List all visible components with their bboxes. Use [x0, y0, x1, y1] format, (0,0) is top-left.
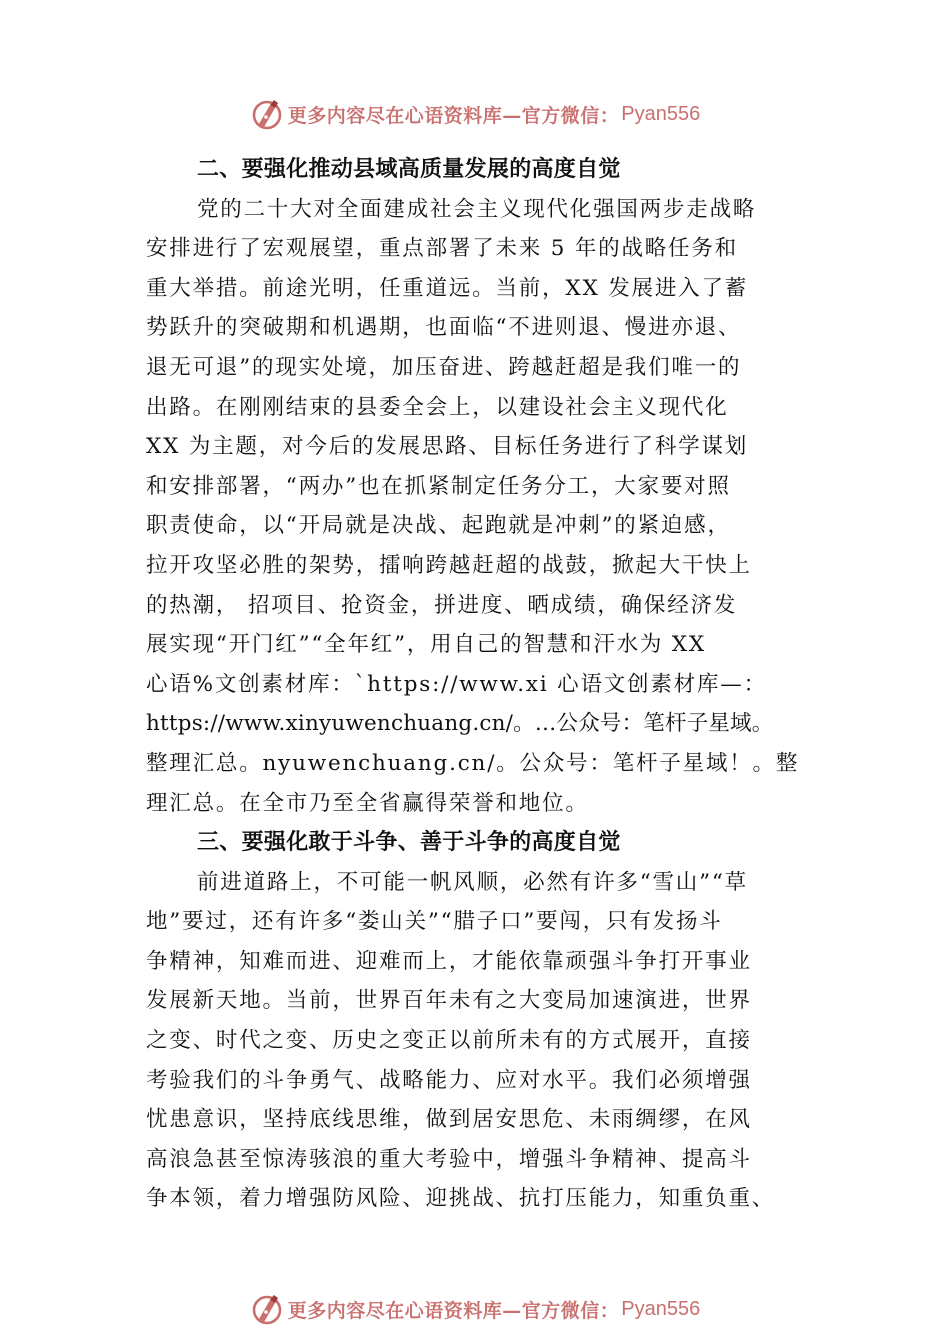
text-line: 考验我们的斗争勇气、战略能力、应对水平。我们必须增强: [146, 1067, 752, 1093]
text-line: 退无可退”的现实处境，加压奋进、跨越赶超是我们唯一的: [146, 354, 742, 380]
section-3-heading: 三、要强化敢于斗争、善于斗争的高度自觉: [197, 830, 621, 856]
document-body: [146, 150, 826, 1219]
text-line: 心语%文创素材库：`https://www.xi 心语文创素材库—：: [146, 671, 767, 697]
text-line: XX 为主题，对今后的发展思路、目标任务进行了科学谋划: [146, 434, 749, 460]
text-line: 忧患意识，坚持底线思维，做到居安思危、未雨绸缪，在风: [146, 1107, 752, 1133]
footer-banner: [0, 1289, 950, 1329]
header-banner: [0, 94, 950, 134]
text-line: 重大举措。前途光明，任重道远。当前，XX 发展进入了蓄: [146, 275, 749, 301]
text-line: 职责使命，以“开局就是决战、起跑就是冲刺”的紧迫感，: [146, 513, 731, 539]
text-line: 高浪急甚至惊涛骇浪的重大考验中，增强斗争精神、提高斗: [146, 1146, 752, 1172]
text-line: https://www.xinyuwenchuang.cn/。…公众号：笔杆子星域。: [146, 711, 774, 737]
text-line: 展实现“开门红”“全年红”，用自己的智慧和汗水为 XX: [146, 632, 707, 658]
section-3-paragraph: [146, 863, 826, 1219]
text-line: 理汇总。在全市乃至全省赢得荣誉和地位。: [146, 790, 589, 816]
text-line: 的热潮， 招项目、抢资金，拼进度、晒成绩，确保经济发: [146, 592, 738, 618]
text-line: 争精神，知难而进、迎难而上，才能依靠顽强斗争打开事业: [146, 948, 752, 974]
footer-wechat-id: Pyan556: [621, 1297, 701, 1320]
text-line: 拉开攻坚必胜的架势，擂响跨越赶超的战鼓，掀起大干快上: [146, 552, 752, 578]
text-line: 前进道路上，不可能一帆风顺，必然有许多“雪山”“草: [197, 869, 748, 895]
pen-nib-logo-icon: [250, 1292, 284, 1326]
text-line: 发展新天地。当前，世界百年未有之大变局加速演进，世界: [146, 988, 752, 1014]
pen-nib-logo-icon: [250, 97, 284, 131]
text-line: 出路。在刚刚结束的县委全会上，以建设社会主义现代化: [146, 394, 729, 420]
text-line: 和安排部署，“两办”也在抓紧制定任务分工，大家要对照: [146, 473, 731, 499]
footer-banner-text: 更多内容尽在心语资料库—官方微信：: [287, 1299, 620, 1322]
text-line: 安排进行了宏观展望，重点部署了未来 5 年的战略任务和: [146, 236, 738, 262]
text-line: 整理汇总。nyuwenchuang.cn/。公众号：笔杆子星域！。整: [146, 750, 800, 776]
text-line: 地”要过，还有许多“娄山关”“腊子口”要闯，只有发扬斗: [146, 909, 723, 935]
section-2-paragraph: [146, 190, 826, 824]
text-line: 党的二十大对全面建成社会主义现代化强国两步走战略: [197, 196, 757, 222]
text-line: 争本领，着力增强防风险、迎挑战、抗打压能力，知重负重、: [146, 1186, 776, 1212]
text-line: 之变、时代之变、历史之变正以前所未有的方式展开，直接: [146, 1028, 752, 1054]
section-2-heading: 二、要强化推动县域高质量发展的高度自觉: [197, 157, 621, 182]
header-wechat-id: Pyan556: [621, 102, 701, 125]
text-line: 势跃升的突破期和机遇期，也面临“不进则退、慢进亦退、: [146, 315, 742, 341]
header-banner-text: 更多内容尽在心语资料库—官方微信：: [287, 104, 620, 127]
